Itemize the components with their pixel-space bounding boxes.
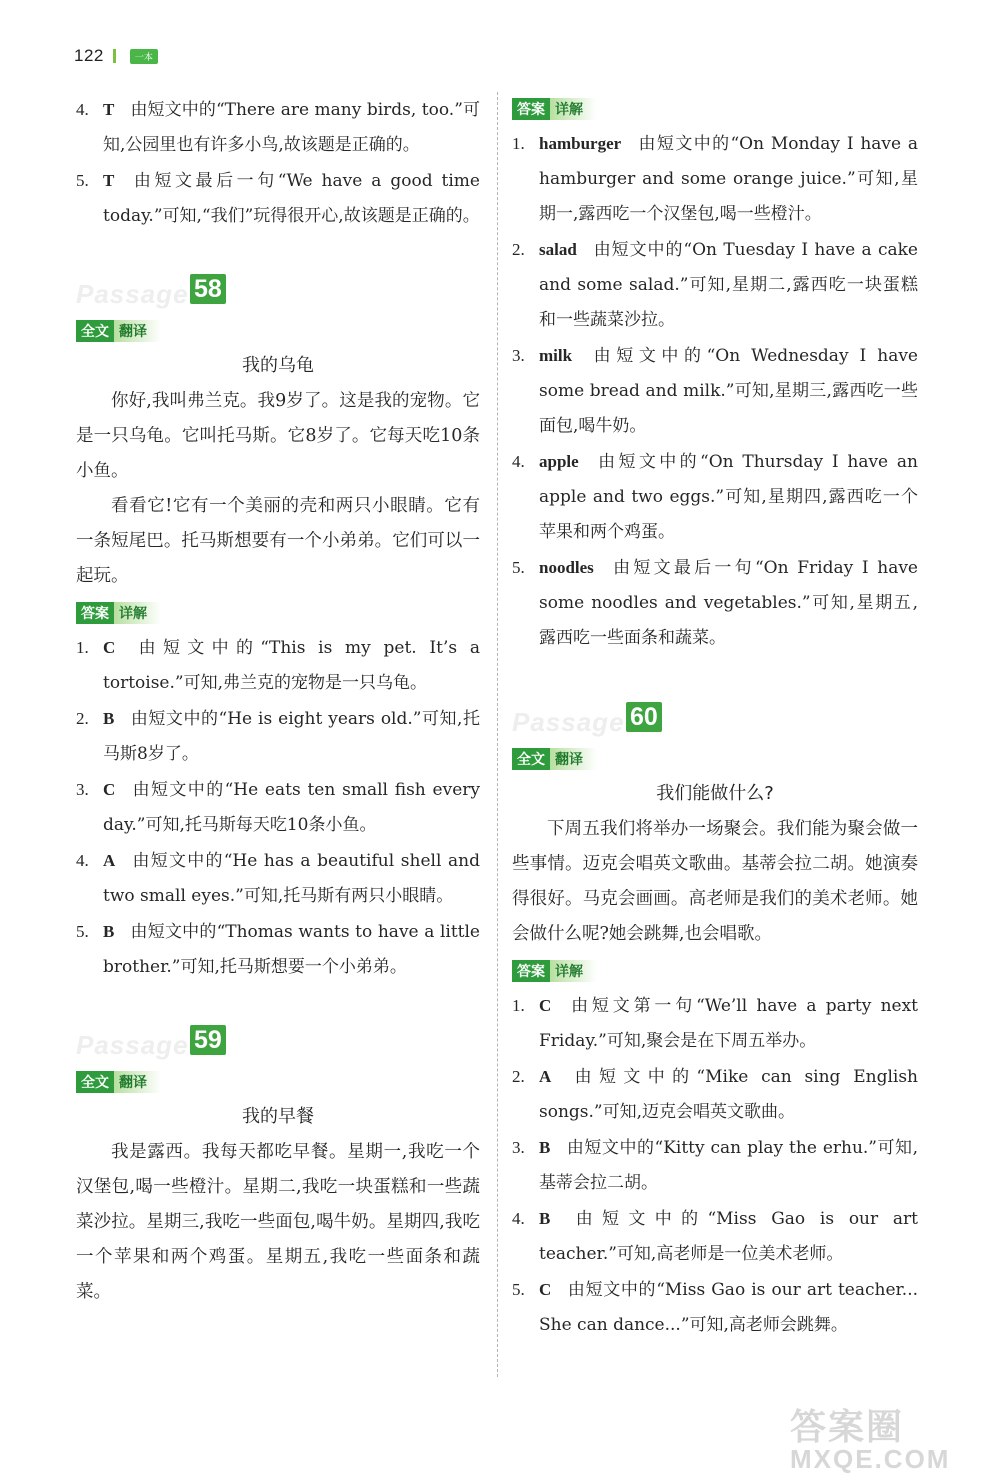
fulltext-translation-badge (512, 748, 597, 770)
answer-explanation: 由短文中的“Mike can sing English songs.”可知,迈克会唱英文歌曲。 (539, 1067, 918, 1122)
answer-key: T (103, 100, 115, 119)
badge-fulltext: 全文 (76, 1071, 114, 1093)
item-number: 3. (76, 780, 89, 799)
answer-explanation: 由短文中的“Kitty can play the erhu.”可知,基蒂会拉二胡。 (539, 1138, 918, 1193)
answer-key: B (103, 709, 115, 728)
badge-translate: 翻译 (550, 748, 597, 770)
badge-fulltext: 全文 (512, 748, 550, 770)
passage-title: 我们能做什么? (656, 783, 774, 804)
item-number: 4. (76, 100, 89, 119)
answer-explanation-badge (512, 960, 597, 982)
answer-item (512, 444, 918, 550)
answer-explanation: 由短文最后一句“We have a good time today.”可知,“我们”玩得很开心,故该题是正确的。 (103, 171, 480, 226)
item-number: 2. (76, 709, 89, 728)
badge-explain: 详解 (550, 98, 597, 120)
item-number: 4. (512, 1209, 525, 1228)
answer-explanation: 由短文中的“He is eight years old.”可知,托马斯8岁了。 (103, 709, 480, 764)
page-header (74, 46, 158, 66)
item-number: 4. (512, 452, 525, 471)
fulltext-translation-badge (76, 1071, 161, 1093)
item-number: 1. (512, 134, 525, 153)
badge-translate: 翻译 (114, 1071, 161, 1093)
answer-explanation: 由短文中的“On Thursday I have an apple and two eggs.”可知,星期四,露西吃一个苹果和两个鸡蛋。 (539, 452, 918, 542)
answer-explanation: 由短文中的“He eats ten small fish every day.”可知,托马斯每天吃10条小鱼。 (103, 780, 480, 835)
passage-heading-58 (76, 272, 480, 312)
item-number: 5. (512, 558, 525, 577)
badge-explain: 详解 (114, 602, 161, 624)
answer-explanation: 由短文中的“Thomas wants to have a little brother.”可知,托马斯想要一个小弟弟。 (103, 922, 480, 977)
watermark-domain: MXQE.COM (790, 1444, 951, 1474)
answer-explanation: 由短文中的“Miss Gao is our art teacher.”可知,高老师是一位美术老师。 (539, 1209, 918, 1264)
answer-explanation: 由短文中的“He has a beautiful shell and two small eyes.”可知,托马斯有两只小眼睛。 (103, 851, 480, 906)
item-number: 5. (512, 1280, 525, 1299)
item-number: 2. (512, 240, 525, 259)
answer-explanation: 由短文中的“Miss Gao is our art teacher... She can dance...”可知,高老师会跳舞。 (539, 1280, 918, 1335)
answer-key: C (539, 1280, 552, 1299)
answer-key: B (103, 922, 115, 941)
translation-paragraph: 你好,我叫弗兰克。我9岁了。这是我的宠物。它是一只乌龟。它叫托马斯。它8岁了。它每天吃10条小鱼。 (76, 391, 480, 481)
badge-answer: 答案 (512, 98, 550, 120)
passage-ghost-label: Passage (76, 1030, 189, 1060)
answer-explanation: 由短文中的“This is my pet. It’s a tortoise.”可知,弗兰克的宠物是一只乌龟。 (103, 638, 480, 693)
answer-key: C (103, 780, 116, 799)
passage-title: 我的早餐 (242, 1106, 314, 1127)
answer-key: A (103, 851, 116, 870)
passage-title: 我的乌龟 (242, 355, 314, 376)
answer-key: salad (539, 240, 577, 259)
answer-key: B (539, 1209, 551, 1228)
item-number: 3. (512, 346, 525, 365)
answer-item (512, 988, 918, 1059)
passage-number: 59 (190, 1025, 226, 1055)
badge-explain: 详解 (550, 960, 597, 982)
answer-explanation: 由短文中的“There are many birds, too.”可知,公园里也有许多小鸟,故该题是正确的。 (103, 100, 480, 155)
left-column (76, 92, 480, 1310)
answer-key: C (539, 996, 552, 1015)
answer-explanation-badge (512, 98, 597, 120)
answer-item (76, 701, 480, 772)
answer-item (512, 338, 918, 444)
right-column (512, 92, 918, 1343)
item-number: 1. (76, 638, 89, 657)
answer-item (76, 92, 480, 163)
item-number: 3. (512, 1138, 525, 1157)
badge-translate: 翻译 (114, 320, 161, 342)
answer-item (512, 1059, 918, 1130)
answer-key: noodles (539, 558, 594, 577)
answer-key: T (103, 171, 115, 190)
item-number: 5. (76, 171, 89, 190)
answer-key: milk (539, 346, 573, 365)
answer-explanation: 由短文最后一句“On Friday I have some noodles and vegetables.”可知,星期五,露西吃一些面条和蔬菜。 (539, 558, 918, 648)
item-number: 1. (512, 996, 525, 1015)
site-watermark (790, 1399, 980, 1474)
passage-heading-59 (76, 1023, 480, 1063)
passage-heading-60 (512, 700, 918, 740)
answer-item (76, 843, 480, 914)
answer-item (76, 163, 480, 234)
answer-item (512, 1272, 918, 1343)
watermark-logo-text: 答案圈 (790, 1407, 905, 1448)
header-badge: 一本 (130, 49, 158, 64)
item-number: 4. (76, 851, 89, 870)
answer-item (512, 1201, 918, 1272)
answer-explanation: 由短文中的“On Tuesday I have a cake and some salad.”可知,星期二,露西吃一块蛋糕和一些蔬菜沙拉。 (539, 240, 918, 330)
translation-paragraph: 看看它!它有一个美丽的壳和两只小眼睛。它有一条短尾巴。托马斯想要有一个小弟弟。它们可以一起玩。 (76, 496, 480, 586)
answer-explanation-badge (76, 602, 161, 624)
answer-item (512, 232, 918, 338)
item-number: 2. (512, 1067, 525, 1086)
answer-item (76, 914, 480, 985)
answer-item (76, 772, 480, 843)
header-divider (113, 49, 116, 63)
answer-key: apple (539, 452, 579, 471)
answer-key: C (103, 638, 116, 657)
page-number: 122 (74, 46, 104, 65)
column-divider (497, 92, 498, 1377)
fulltext-translation-badge (76, 320, 161, 342)
translation-paragraph: 下周五我们将举办一场聚会。我们能为聚会做一些事情。迈克会唱英文歌曲。基蒂会拉二胡。她演奏得很好。马克会画画。高老师是我们的美术老师。她会做什么呢?她会跳舞,也会唱歌。 (512, 819, 918, 944)
passage-number: 58 (190, 274, 226, 304)
answer-item (512, 550, 918, 656)
answer-item (512, 1130, 918, 1201)
answer-item (76, 630, 480, 701)
answer-key: hamburger (539, 134, 622, 153)
passage-ghost-label: Passage (512, 707, 625, 737)
badge-answer: 答案 (512, 960, 550, 982)
answer-explanation: 由短文中的“On Monday I have a hamburger and some orange juice.”可知,星期一,露西吃一个汉堡包,喝一些橙汁。 (539, 134, 918, 224)
answer-key: B (539, 1138, 551, 1157)
translation-paragraph: 我是露西。我每天都吃早餐。星期一,我吃一个汉堡包,喝一些橙汁。星期二,我吃一块蛋糕和一些蔬菜沙拉。星期三,我吃一些面包,喝牛奶。星期四,我吃一个苹果和两个鸡蛋。星期五,我吃一些面条和蔬菜。 (76, 1142, 480, 1302)
passage-number: 60 (626, 702, 662, 732)
answer-explanation: 由短文第一句“We’ll have a party next Friday.”可知,聚会是在下周五举办。 (539, 996, 918, 1051)
answer-item (512, 126, 918, 232)
item-number: 5. (76, 922, 89, 941)
answer-key: A (539, 1067, 552, 1086)
badge-fulltext: 全文 (76, 320, 114, 342)
badge-answer: 答案 (76, 602, 114, 624)
answer-explanation: 由短文中的“On Wednesday I have some bread and milk.”可知,星期三,露西吃一些面包,喝牛奶。 (539, 346, 918, 436)
passage-ghost-label: Passage (76, 279, 189, 309)
